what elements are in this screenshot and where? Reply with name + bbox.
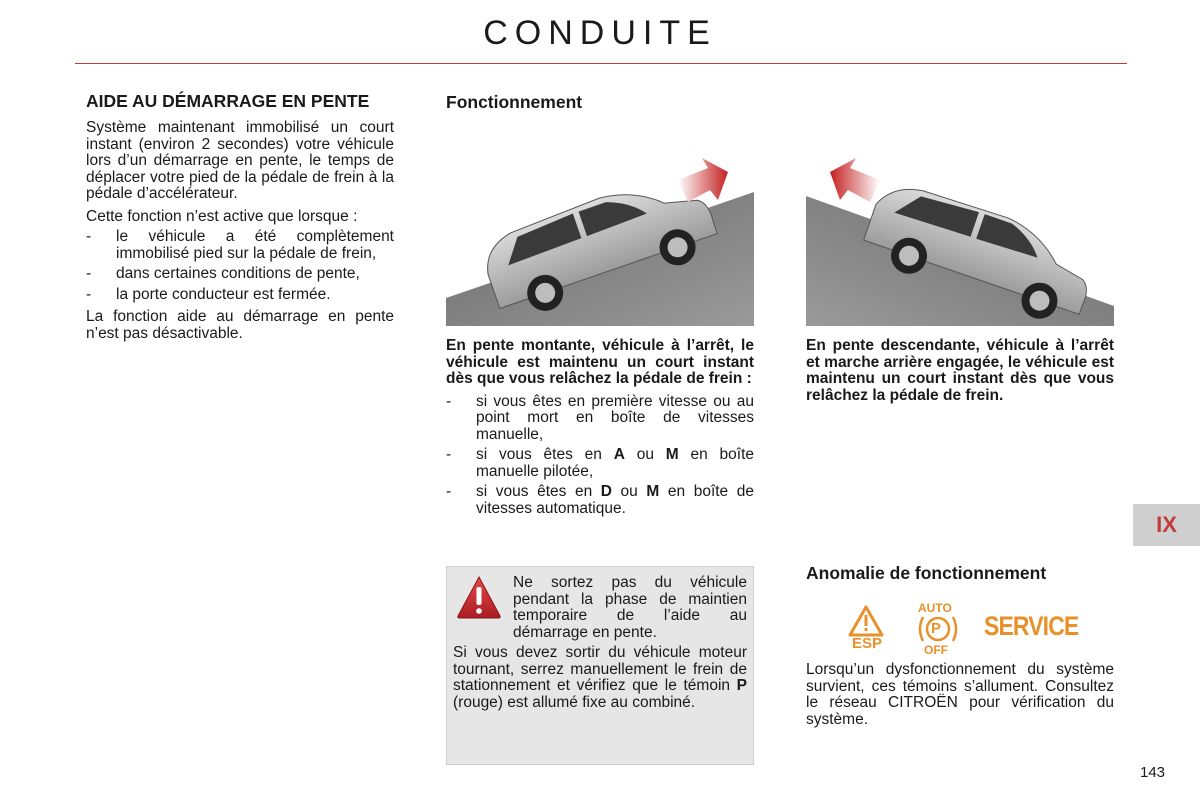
page-title: CONDUITE	[483, 14, 717, 52]
list-item: - dans certaines conditions de pente,	[86, 265, 360, 282]
malfunction-column	[806, 662, 1114, 734]
esp-warning-icon	[846, 601, 892, 655]
auto-label: AUTO	[918, 601, 952, 615]
list-item: - le véhicule a été complètement immobilisé pied sur la pédale de frein,	[86, 228, 394, 262]
downhill-paragraph: En pente descendante, véhicule à l’arrêt et marche arrière engagée, le véhicule est maintenu un court instant dès que vous relâchez la pédale de frein.	[806, 337, 1114, 404]
off-label: OFF	[924, 643, 948, 657]
uphill-illustration	[446, 150, 754, 326]
condition-list	[86, 229, 394, 303]
list-item: - si vous êtes en première vitesse ou au point mort en boîte de vitesses manuelle,	[446, 392, 754, 443]
condition-intro: Cette fonction n’est active que lorsque :	[86, 207, 358, 225]
warning-line-1: Ne sortez pas du véhicule pendant la phase de maintien temporaire de l’aide au démarrage en pente.	[513, 574, 747, 641]
downhill-illustration	[806, 150, 1114, 326]
malfunction-paragraph: Lorsqu’un dysfonctionnement du système survient, ces témoins s’allument. Consultez le réseau CITROËN pour vérification du système.	[806, 661, 1114, 728]
forward-arrow-icon	[678, 158, 728, 202]
uphill-paragraph: En pente montante, véhicule à l’arrêt, le véhicule est maintenu un court instant dès que vous relâchez la pédale de frein :	[446, 337, 754, 387]
p-label: P	[931, 620, 942, 637]
warning-box	[446, 566, 754, 765]
warning-line-2: Si vous devez sortir du véhicule moteur tournant, serrez manuellement le frein de stationnement et vérifiez que le témoin P (rouge) est allumé fixe au combiné.	[453, 644, 747, 711]
uphill-list	[446, 394, 754, 518]
list-item: - si vous êtes en A ou M en boîte manuelle pilotée,	[446, 446, 755, 480]
title-divider	[75, 63, 1127, 64]
left-column	[86, 93, 394, 348]
downhill-column	[806, 338, 1114, 410]
malfunction-heading: Anomalie de fonctionnement	[806, 563, 1047, 583]
list-item: - si vous êtes en D ou M en boîte de vitesses automatique.	[446, 483, 754, 517]
operation-heading: Fonctionnement	[446, 92, 583, 112]
auto-parking-off-icon	[914, 601, 962, 657]
page-number: 143	[1140, 764, 1166, 781]
chapter-tab: IX	[1133, 504, 1200, 546]
warning-triangle-icon	[456, 575, 502, 619]
uphill-column	[446, 338, 754, 523]
service-warning: SERVICE	[984, 611, 1079, 641]
intro-paragraph: Système maintenant immobilisé un court instant (environ 2 secondes) votre véhicule lors d’un démarrage en pente, le temps de déplacer votre pied de la pédale de frein à la pédale d’accélérateur.	[86, 119, 394, 202]
section-heading: AIDE AU DÉMARRAGE EN PENTE	[86, 91, 370, 111]
esp-label: ESP	[852, 635, 883, 652]
note-paragraph: La fonction aide au démarrage en pente n’est pas désactivable.	[86, 308, 394, 342]
list-item: - la porte conducteur est fermée.	[86, 285, 331, 303]
backward-arrow-icon	[830, 158, 880, 202]
